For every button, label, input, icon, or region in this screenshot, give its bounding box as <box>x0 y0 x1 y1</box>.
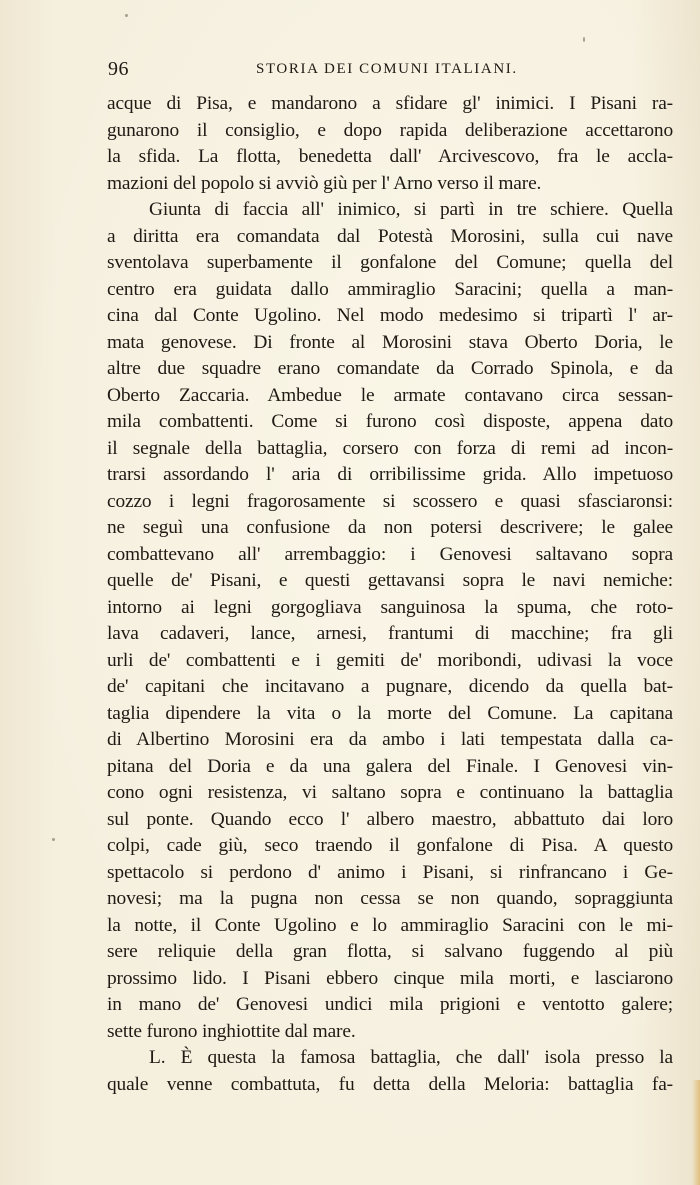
text-line: urli de' combattenti e i gemiti de' moribondi, udivasi la voce <box>107 649 673 671</box>
text-line: quale venne combattuta, fu detta della Meloria: battaglia fa- <box>107 1073 673 1095</box>
text-line: pitana del Doria e da una galera del Finale. I Genovesi vin- <box>107 755 673 777</box>
text-line: combattevano all' arrembaggio: i Genovesi saltavano sopra <box>107 543 673 565</box>
text-line: sere reliquie della gran flotta, si salvano fuggendo al più <box>107 941 673 962</box>
text-line: in mano de' Genovesi undici mila prigioni e ventotto galere; <box>107 994 673 1015</box>
page-edge-stain <box>692 1080 700 1185</box>
text-line: gunarono il consiglio, e dopo rapida deliberazione accettarono <box>107 119 673 141</box>
text-line: il segnale della battaglia, corsero con forza di remi ad incon- <box>107 437 673 459</box>
text-line: cozzo i legni fragorosamente si scossero e quasi sfasciaronsi: <box>107 490 673 512</box>
text-line: novesi; ma la pugna non cessa se non quando, sopraggiunta <box>107 888 673 909</box>
text-line: mila combattenti. Come si furono così disposte, appena dato <box>107 411 673 432</box>
text-line: L. È questa la famosa battaglia, che dall' isola presso la <box>149 1047 673 1068</box>
running-title: STORIA DEI COMUNI ITALIANI. <box>256 61 518 77</box>
text-line: ne seguì una confusione da non potersi descrivere; le galee <box>107 517 673 538</box>
page-number: 96 <box>108 58 129 80</box>
text-line: trarsi assordando l' aria di orribilissime grida. Allo impetuoso <box>107 464 673 485</box>
ink-speck <box>583 37 585 42</box>
text-line: lava cadaveri, lance, arnesi, frantumi di macchine; fra gli <box>107 623 673 644</box>
text-line: mazioni del popolo si avviò giù per l' Arno verso il mare. <box>107 172 542 194</box>
text-line: colpi, cade giù, seco traendo il gonfalone di Pisa. A questo <box>107 835 673 856</box>
text-line: di Albertino Morosini era da ambo i lati tempestata dalla ca- <box>107 729 673 750</box>
text-line: mata genovese. Di fronte al Morosini stava Oberto Doria, le <box>107 331 673 353</box>
body-text <box>107 91 673 1098</box>
text-line: centro era guidata dallo ammiraglio Saracini; quella a man- <box>107 278 673 300</box>
text-line: altre due squadre erano comandate da Corrado Spinola, e da <box>107 358 673 379</box>
text-line: acque di Pisa, e mandarono a sfidare gl' inimici. I Pisani ra- <box>107 93 673 114</box>
text-line: quelle de' Pisani, e questi gettavansi sopra le navi nemiche: <box>107 570 673 591</box>
text-line: cina dal Conte Ugolino. Nel modo medesimo si tripartì l' ar- <box>107 305 673 326</box>
text-line: intorno ai legni gorgogliava sanguinosa la spuma, che roto- <box>107 596 673 618</box>
text-line: cono ogni resistenza, vi saltano sopra e continuano la battaglia <box>107 782 673 803</box>
text-line: a diritta era comandata dal Potestà Morosini, sulla cui nave <box>107 225 673 247</box>
page-header <box>108 58 668 88</box>
text-line: sventolava superbamente il gonfalone del Comune; quella del <box>107 252 673 273</box>
text-line: spettacolo si perdono d' animo i Pisani, si rinfrancano i Ge- <box>107 861 673 883</box>
text-line: prossimo lido. I Pisani ebbero cinque mila morti, e lasciarono <box>107 967 673 989</box>
text-line: la notte, il Conte Ugolino e lo ammiraglio Saracini con le mi- <box>107 914 673 936</box>
text-line: Giunta di faccia all' inimico, si partì in tre schiere. Quella <box>149 199 673 220</box>
text-line: sul ponte. Quando ecco l' albero maestro, abbattuto dai loro <box>107 808 673 830</box>
ink-speck <box>125 14 128 17</box>
text-line: sette furono inghiottite dal mare. <box>107 1020 356 1042</box>
text-line: la sfida. La flotta, benedetta dall' Arcivescovo, fra le accla- <box>107 146 673 167</box>
text-line: taglia dipendere la vita o la morte del Comune. La capitana <box>107 702 673 724</box>
text-line: Oberto Zaccaria. Ambedue le armate contavano circa sessan- <box>107 384 673 406</box>
ink-speck <box>52 838 55 841</box>
text-line: de' capitani che incitavano a pugnare, dicendo da quella bat- <box>107 676 673 697</box>
